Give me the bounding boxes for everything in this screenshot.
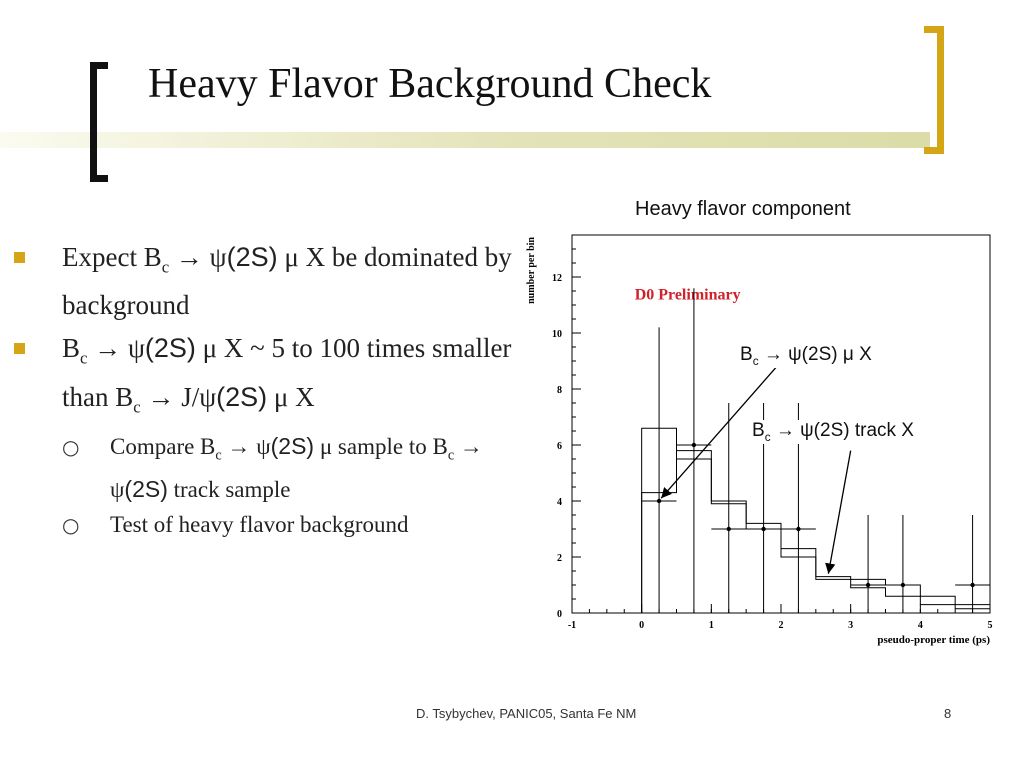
- annotation-arrow: [828, 451, 850, 574]
- bullet-list: [14, 238, 514, 541]
- y-tick-label: 12: [552, 273, 562, 284]
- x-tick-label: -1: [567, 620, 577, 631]
- right-bracket-decoration: [924, 26, 944, 154]
- y-tick-label: 8: [557, 385, 562, 396]
- y-tick-label: 6: [557, 441, 562, 452]
- data-point: [761, 527, 765, 531]
- slide-title: Heavy Flavor Background Check: [148, 61, 712, 107]
- circle-bullet-icon: ○: [62, 435, 80, 460]
- x-tick-label: 2: [778, 620, 784, 631]
- bullet-item: $B_c \to \psi(2S)$ μ X ~ 5 to 100 times smaller than $B_c \to J/\psi(2S)$ μ X: [14, 329, 514, 426]
- sub-bullet-item: ○ Compare $B_c \to \psi(2S)$ μ sample to $B_c \to \psi(2S)$ track sample: [62, 433, 483, 502]
- y-tick-label: 2: [557, 553, 562, 564]
- data-point: [796, 527, 800, 531]
- y-tick-label: 0: [557, 609, 562, 620]
- title-band: [0, 132, 930, 148]
- annotation-bc-mu: $B_c \to \psi(2S)$ μ X: [740, 344, 872, 368]
- square-bullet-icon: [14, 343, 25, 354]
- page-number: 8: [944, 706, 952, 721]
- left-bracket-decoration: [90, 62, 108, 182]
- annotation-bc-track: $B_c \to \psi(2S)$ track X: [752, 420, 914, 444]
- square-bullet-icon: [14, 252, 25, 263]
- x-axis-label: pseudo-proper time (ps): [877, 634, 990, 646]
- y-tick-label: 4: [557, 497, 562, 508]
- data-point: [970, 583, 974, 587]
- data-point: [657, 499, 661, 503]
- bullet-item: Expect $B_c \to \psi(2S)$ μ X be dominated by background: [14, 238, 514, 325]
- x-tick-label: 1: [708, 620, 714, 631]
- data-point: [901, 583, 905, 587]
- x-tick-label: 3: [848, 620, 854, 631]
- y-tick-label: 10: [552, 329, 562, 340]
- x-tick-label: 0: [639, 620, 645, 631]
- data-point: [866, 583, 870, 587]
- x-tick-label: 4: [917, 620, 923, 631]
- sub-bullet-item: ○ Test of heavy flavor background: [14, 508, 514, 541]
- circle-bullet-icon: ○: [62, 512, 80, 537]
- plot-caption: Heavy flavor component: [635, 198, 851, 220]
- footer-text: D. Tsybychev, PANIC05, Santa Fe NM: [416, 706, 637, 721]
- data-point: [727, 527, 731, 531]
- y-axis-label: number per bin: [526, 237, 537, 304]
- preliminary-label: D0 Preliminary: [634, 286, 741, 304]
- x-tick-label: 5: [987, 620, 993, 631]
- data-point: [692, 443, 696, 447]
